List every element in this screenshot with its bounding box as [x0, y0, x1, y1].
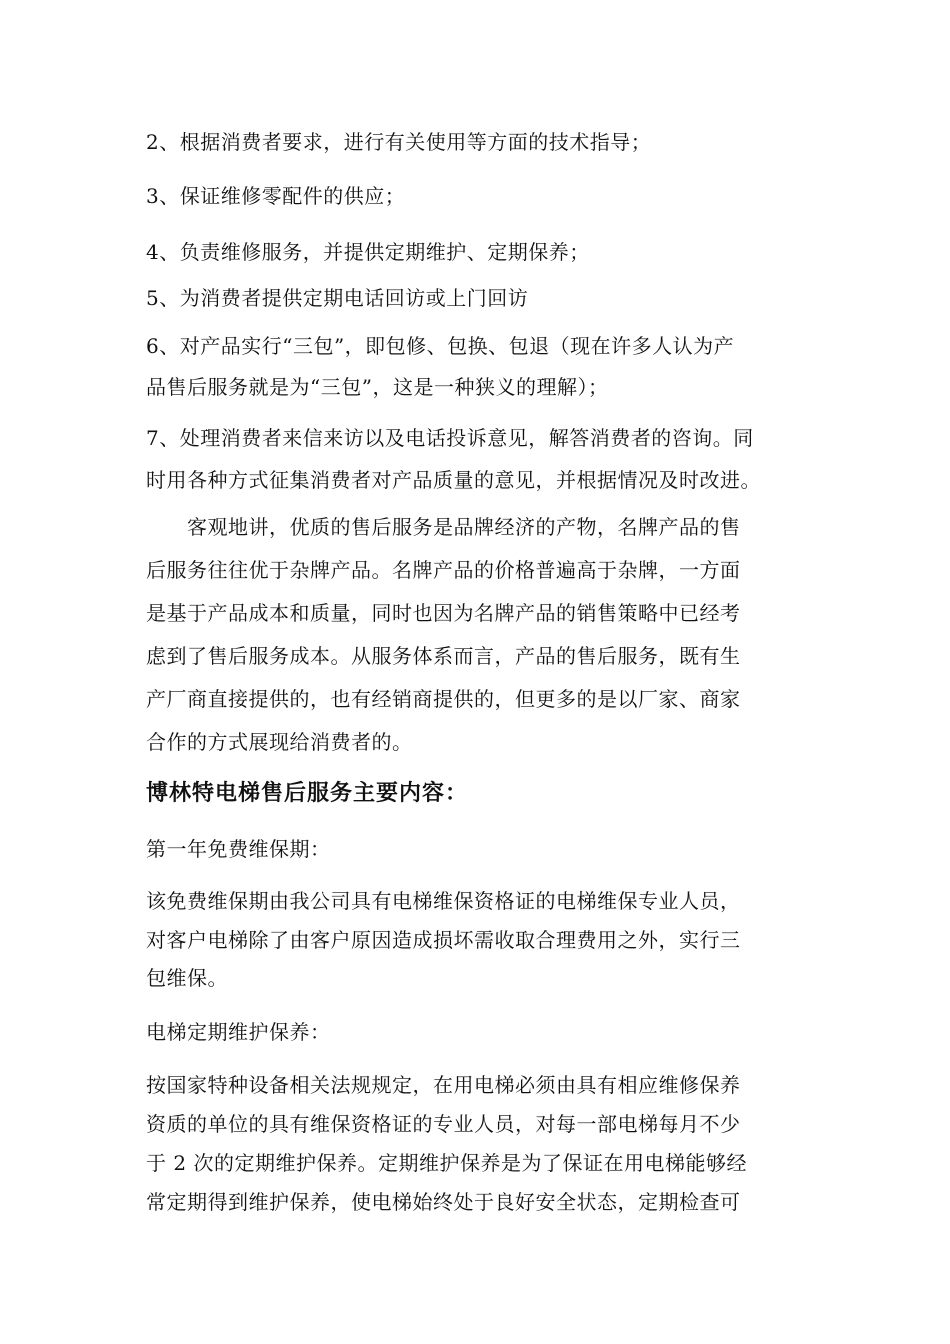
paragraph-1-line-4: 虑到了售后服务成本。从服务体系而言，产品的售后服务，既有生: [146, 644, 741, 668]
list-item-2: 2、根据消费者要求，进行有关使用等方面的技术指导；: [146, 130, 652, 154]
paragraph-2-line-1: 该免费维保期由我公司具有电梯维保资格证的电梯维保专业人员，: [146, 889, 741, 913]
subheading-periodic-maintenance: 电梯定期维护保养：: [146, 1020, 331, 1044]
paragraph-3-line-3: 于 2 次的定期维护保养。定期维护保养是为了保证在用电梯能够经: [146, 1151, 747, 1175]
list-item-4: 4、负责维修服务，并提供定期维护、定期保养；: [146, 240, 590, 264]
list-item-5: 5、为消费者提供定期电话回访或上门回访: [146, 286, 529, 310]
paragraph-3-line-2: 资质的单位的具有维保资格证的专业人员，对每一部电梯每月不少: [146, 1112, 741, 1136]
list-item-6-line-2: 品售后服务就是为“三包”，这是一种狭义的理解）；: [146, 375, 609, 399]
paragraph-3-line-1: 按国家特种设备相关法规规定，在用电梯必须由具有相应维修保养: [146, 1073, 741, 1097]
paragraph-1-line-2: 后服务往往优于杂牌产品。名牌产品的价格普遍高于杂牌，一方面: [146, 558, 741, 582]
paragraph-2-line-3: 包维保。: [146, 966, 228, 990]
section-heading: 博林特电梯售后服务主要内容：: [146, 781, 469, 806]
subheading-free-maintenance: 第一年免费维保期：: [146, 837, 331, 861]
list-item-7-line-2: 时用各种方式征集消费者对产品质量的意见，并根据情况及时改进。: [146, 468, 761, 492]
paragraph-1-line-5: 产厂商直接提供的，也有经销商提供的，但更多的是以厂家、商家: [146, 687, 741, 711]
paragraph-1-line-6: 合作的方式展现给消费者的。: [146, 730, 413, 754]
list-item-7-line-1: 7、处理消费者来信来访以及电话投诉意见，解答消费者的咨询。同: [146, 426, 754, 450]
list-item-6-line-1: 6、对产品实行“三包”，即包修、包换、包退（现在许多人认为产: [146, 334, 735, 358]
list-item-3: 3、保证维修零配件的供应；: [146, 184, 406, 208]
paragraph-1-line-3: 是基于产品成本和质量，同时也因为名牌产品的销售策略中已经考: [146, 601, 741, 625]
paragraph-2-line-2: 对客户电梯除了由客户原因造成损坏需收取合理费用之外，实行三: [146, 928, 741, 952]
paragraph-3-line-4: 常定期得到维护保养，使电梯始终处于良好安全状态，定期检查可: [146, 1190, 741, 1214]
paragraph-1-line-1: 客观地讲，优质的售后服务是品牌经济的产物，名牌产品的售: [146, 515, 741, 539]
